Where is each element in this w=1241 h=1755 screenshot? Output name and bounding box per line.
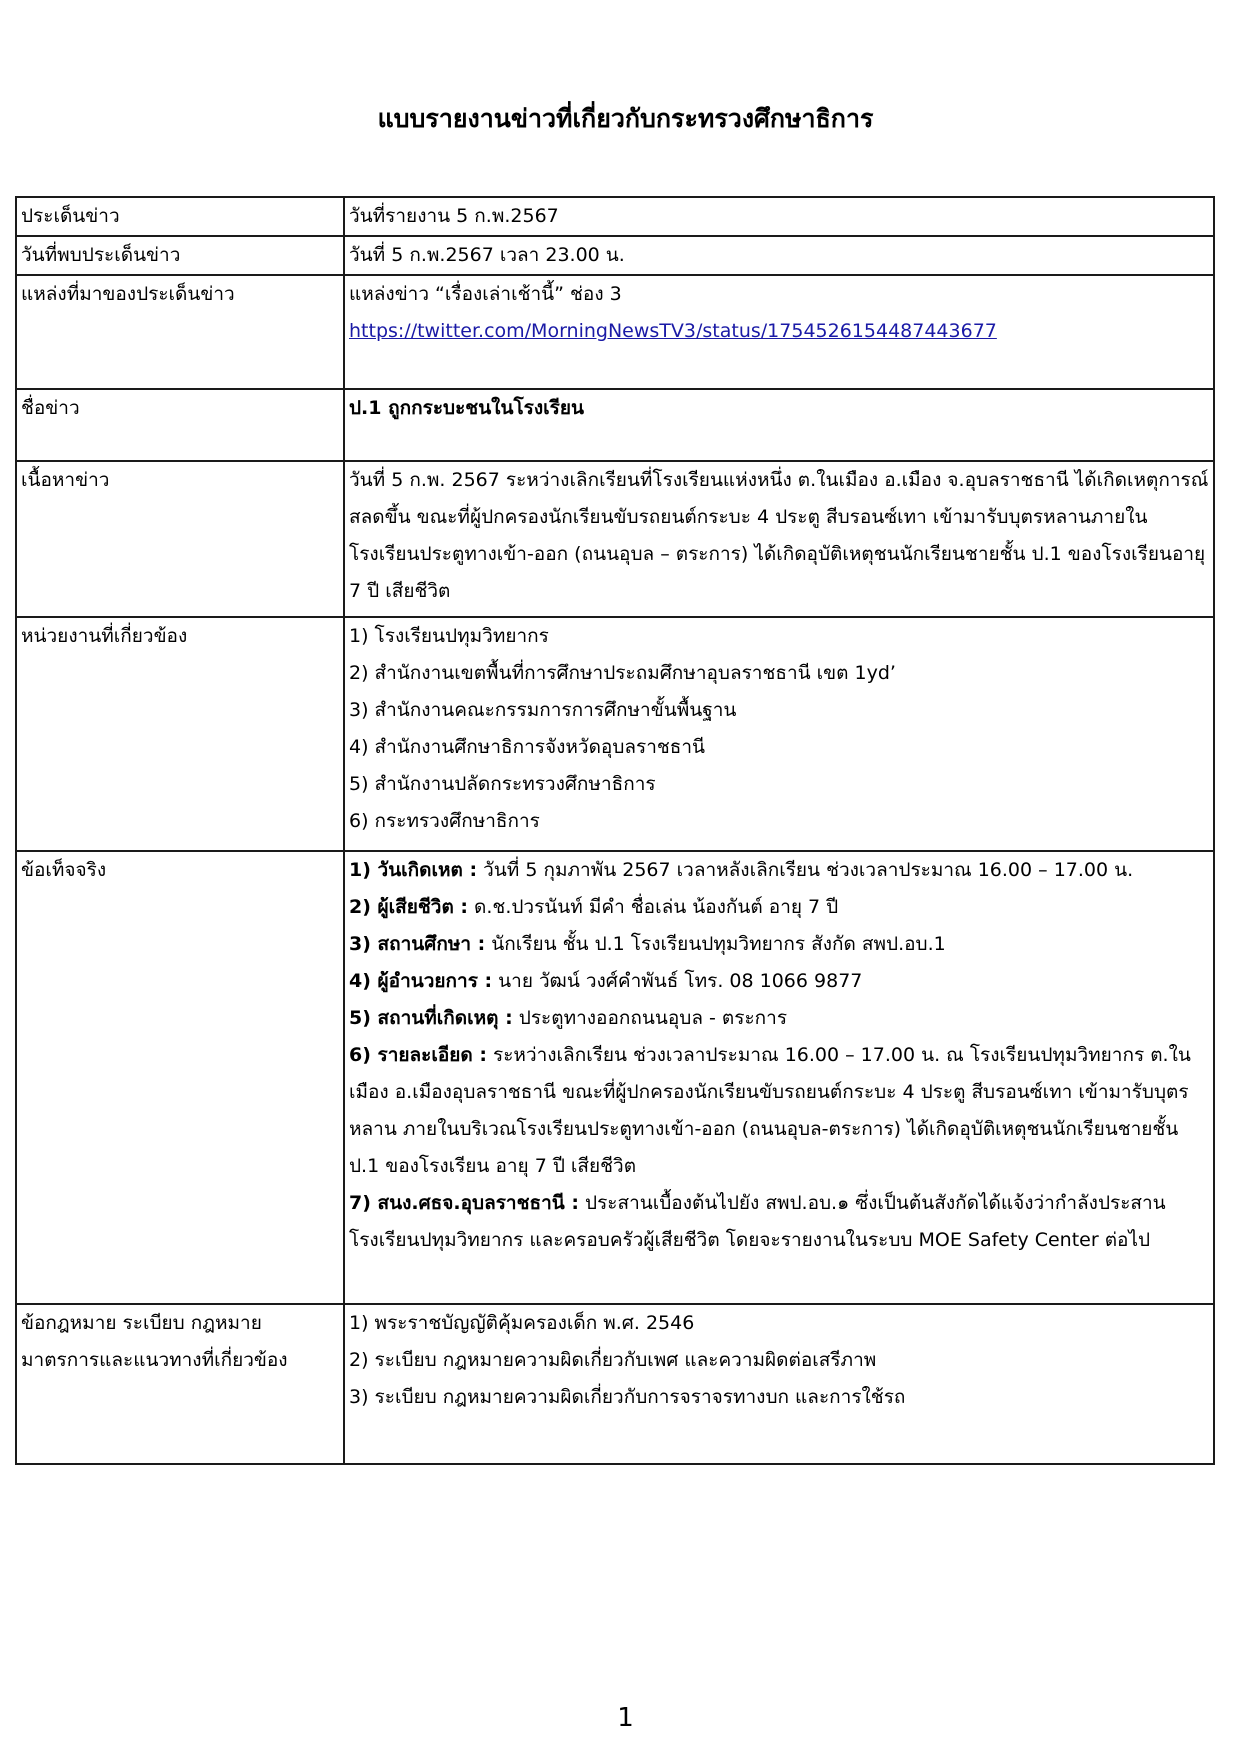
found-date-value: วันที่ 5 ก.พ.2567 เวลา 23.00 น. [344, 236, 1214, 275]
page-title: แบบรายงานข่าวที่เกี่ยวกับกระทรวงศึกษาธิการ [377, 104, 874, 133]
page-number: 1 [617, 1703, 634, 1733]
agency-item: 6) กระทรวงศึกษาธิการ [349, 810, 540, 832]
fact-key: 6) รายละเอียด : [349, 1044, 487, 1066]
law-item: 2) ระเบียบ กฎหมายความผิดเกี่ยวกับเพศ และความผิดต่อเสรีภาพ [349, 1349, 877, 1371]
fact-text: ประตูทางออกถนนอุบล - ตระการ [512, 1007, 788, 1029]
laws-label-line: ข้อกฎหมาย ระเบียบ กฎหมาย [21, 1312, 262, 1334]
row-source [16, 275, 1214, 389]
row-content [16, 461, 1214, 617]
fact-key: 2) ผู้เสียชีวิต : [349, 896, 468, 918]
fact-text: ระหว่างเลิกเรียน ช่วงเวลาประมาณ 16.00 – 17.00 น. ณ โรงเรียนปทุมวิทยากร ต.ในเมือง อ.เมืองอุบลราชธานี ขณะที่ผู้ปกครองนักเรียนขับรถยนต์กระบะ 4 ประตู สีบรอนซ์เทา เข้ามารับบุตรหลาน ภายในบริเวณโรงเรียนประตูทางเข้า-ออก (ถนนอุบล-ตระการ) ได้เกิดอุบัติเหตุชนนักเรียนชายชั้น ป.1 ของโรงเรียน อายุ 7 ปี เสียชีวิต [349, 1044, 1191, 1177]
law-item: 3) ระเบียบ กฎหมายความผิดเกี่ยวกับการจราจรทางบก และการใช้รถ [349, 1386, 906, 1408]
agency-item: 1) โรงเรียนปทุมวิทยากร [349, 625, 549, 647]
agency-item: 2) สำนักงานเขตพื้นที่การศึกษาประถมศึกษาอุบลราชธานี เขต 1yd’ [349, 662, 896, 684]
agency-item: 5) สำนักงานปลัดกระทรวงศึกษาธิการ [349, 773, 656, 795]
fact-key: 1) วันเกิดเหต : [349, 859, 478, 881]
agency-item: 3) สำนักงานคณะกรรมการการศึกษาขั้นพื้นฐาน [349, 699, 737, 721]
row-agencies [16, 617, 1214, 851]
laws-label [16, 1304, 344, 1464]
fact-key: 3) สถานศึกษา : [349, 933, 486, 955]
found-date-label: วันที่พบประเด็นข่าว [16, 236, 344, 275]
fact-text: นักเรียน ชั้น ป.1 โรงเรียนปทุมวิทยากร สังกัด สพป.อบ.1 [485, 933, 946, 955]
issue-value: วันที่รายงาน 5 ก.พ.2567 [344, 197, 1214, 236]
issue-label: ประเด็นข่าว [16, 197, 344, 236]
fact-item [349, 1000, 1209, 1037]
fact-text: วันที่ 5 กุมภาพัน 2567 เวลาหลังเลิกเรียน ช่วงเวลาประมาณ 16.00 – 17.00 น. [477, 859, 1134, 881]
fact-text: ประสานเบื้องต้นไปยัง สพป.อบ.๑ ซึ่งเป็นต้นสังกัดได้แจ้งว่ากำลังประสานโรงเรียนปทุมวิทยากร และครอบครัวผู้เสียชีวิต โดยจะรายงานในระบบ MOE Safety Center ต่อไป [349, 1192, 1166, 1251]
facts-list [344, 851, 1214, 1304]
headline-label: ชื่อข่าว [16, 389, 344, 461]
laws-label-line: มาตรการและแนวทางที่เกี่ยวข้อง [21, 1349, 288, 1371]
source-value: แหล่งข่าว “เรื่องเล่าเช้านี้” ช่อง 3 [349, 283, 622, 305]
row-issue [16, 197, 1214, 236]
fact-item [349, 1037, 1209, 1185]
fact-item [349, 926, 1209, 963]
fact-item [349, 1185, 1209, 1259]
source-link[interactable]: https://twitter.com/MorningNewsTV3/status/1754526154487443677 [349, 320, 997, 342]
source-label: แหล่งที่มาของประเด็นข่าว [16, 275, 344, 389]
headline-value: ป.1 ถูกกระบะชนในโรงเรียน [344, 389, 1214, 461]
row-laws [16, 1304, 1214, 1464]
news-report-table [15, 196, 1215, 1465]
content-value: วันที่ 5 ก.พ. 2567 ระหว่างเลิกเรียนที่โรงเรียนแห่งหนึ่ง ต.ในเมือง อ.เมือง จ.อุบลราชธานี ได้เกิดเหตุการณ์สลดขึ้น ขณะที่ผู้ปกครองนักเรียนขับรถยนต์กระบะ 4 ประตู สีบรอนซ์เทา เข้ามารับบุตรหลานภายในโรงเรียนประตูทางเข้า-ออก (ถนนอุบล – ตระการ) ได้เกิดอุบัติเหตุชนนักเรียนชายชั้น ป.1 ของโรงเรียนอายุ 7 ปี เสียชีวิต [344, 461, 1214, 617]
row-headline [16, 389, 1214, 461]
source-cell [344, 275, 1214, 389]
fact-text: นาย วัฒน์ วงศ์คำพันธ์ โทร. 08 1066 9877 [492, 970, 863, 992]
fact-key: 5) สถานที่เกิดเหตุ : [349, 1007, 513, 1029]
facts-label: ข้อเท็จจริง [16, 851, 344, 1304]
fact-text: ด.ช.ปวรนันท์ มีคำ ชื่อเล่น น้องกันต์ อายุ 7 ปี [468, 896, 839, 918]
content-label: เนื้อหาข่าว [16, 461, 344, 617]
fact-key: 4) ผู้อำนวยการ : [349, 970, 493, 992]
laws-list [344, 1304, 1214, 1464]
law-item: 1) พระราชบัญญัติคุ้มครองเด็ก พ.ศ. 2546 [349, 1312, 695, 1334]
fact-key: 7) สนง.ศธจ.อุบลราชธานี : [349, 1192, 579, 1214]
fact-item [349, 889, 1209, 926]
agency-item: 4) สำนักงานศึกษาธิการจังหวัดอุบลราชธานี [349, 736, 706, 758]
fact-item [349, 852, 1209, 889]
agencies-label: หน่วยงานที่เกี่ยวข้อง [16, 617, 344, 851]
row-found-date [16, 236, 1214, 275]
agencies-list [344, 617, 1214, 851]
fact-item [349, 963, 1209, 1000]
row-facts [16, 851, 1214, 1304]
